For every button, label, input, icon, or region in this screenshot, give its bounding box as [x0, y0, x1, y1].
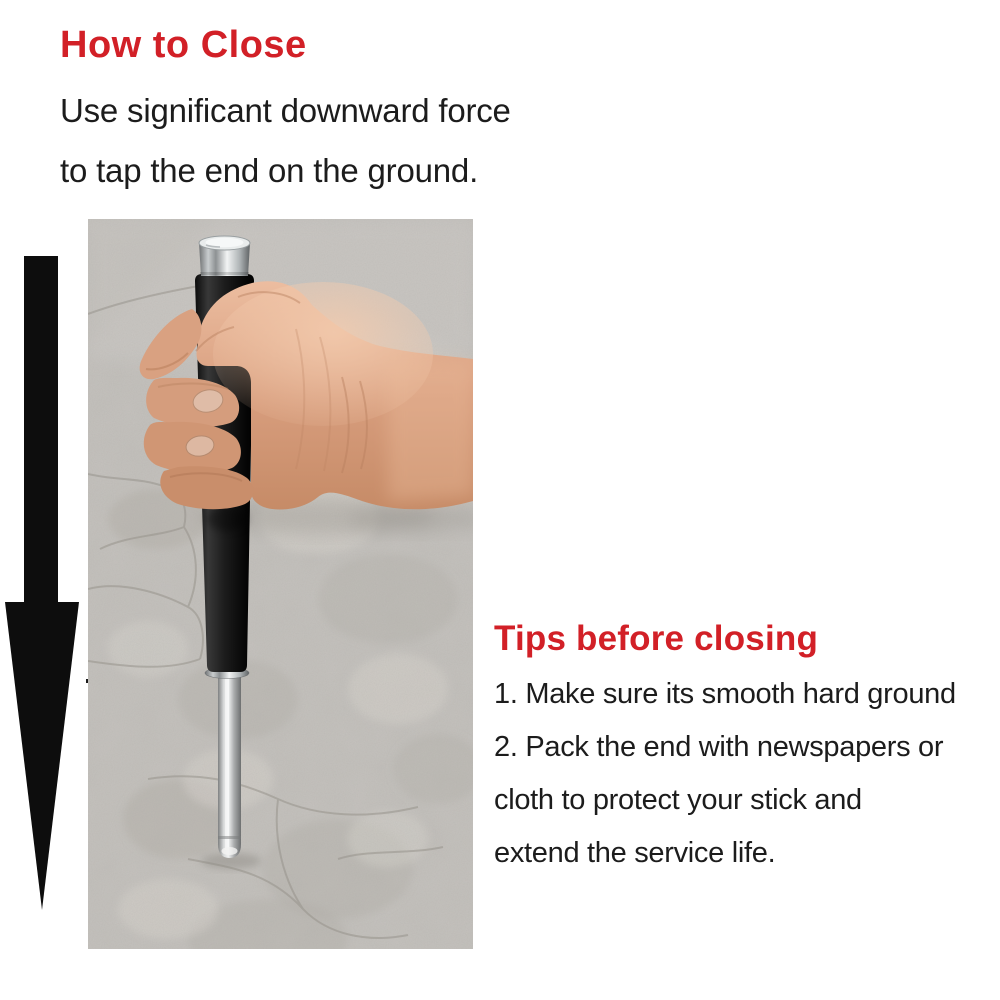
howto-heading: How to Close [60, 24, 307, 66]
baton-cap [199, 236, 250, 276]
down-arrow-icon [2, 250, 82, 915]
tips-line-2: 2. Pack the end with newspapers or [494, 731, 944, 763]
baton-photo [88, 219, 473, 949]
howto-line-2: to tap the end on the ground. [60, 152, 479, 189]
tips-heading: Tips before closing [494, 619, 819, 658]
tips-line-3: cloth to protect your stick and [494, 784, 862, 816]
howto-line-1: Use significant downward force [60, 92, 511, 129]
baton-shaft [218, 672, 241, 858]
tips-line-1: 1. Make sure its smooth hard ground [494, 678, 956, 710]
tips-line-4: extend the service life. [494, 837, 776, 869]
baton-photo-svg [88, 219, 473, 949]
